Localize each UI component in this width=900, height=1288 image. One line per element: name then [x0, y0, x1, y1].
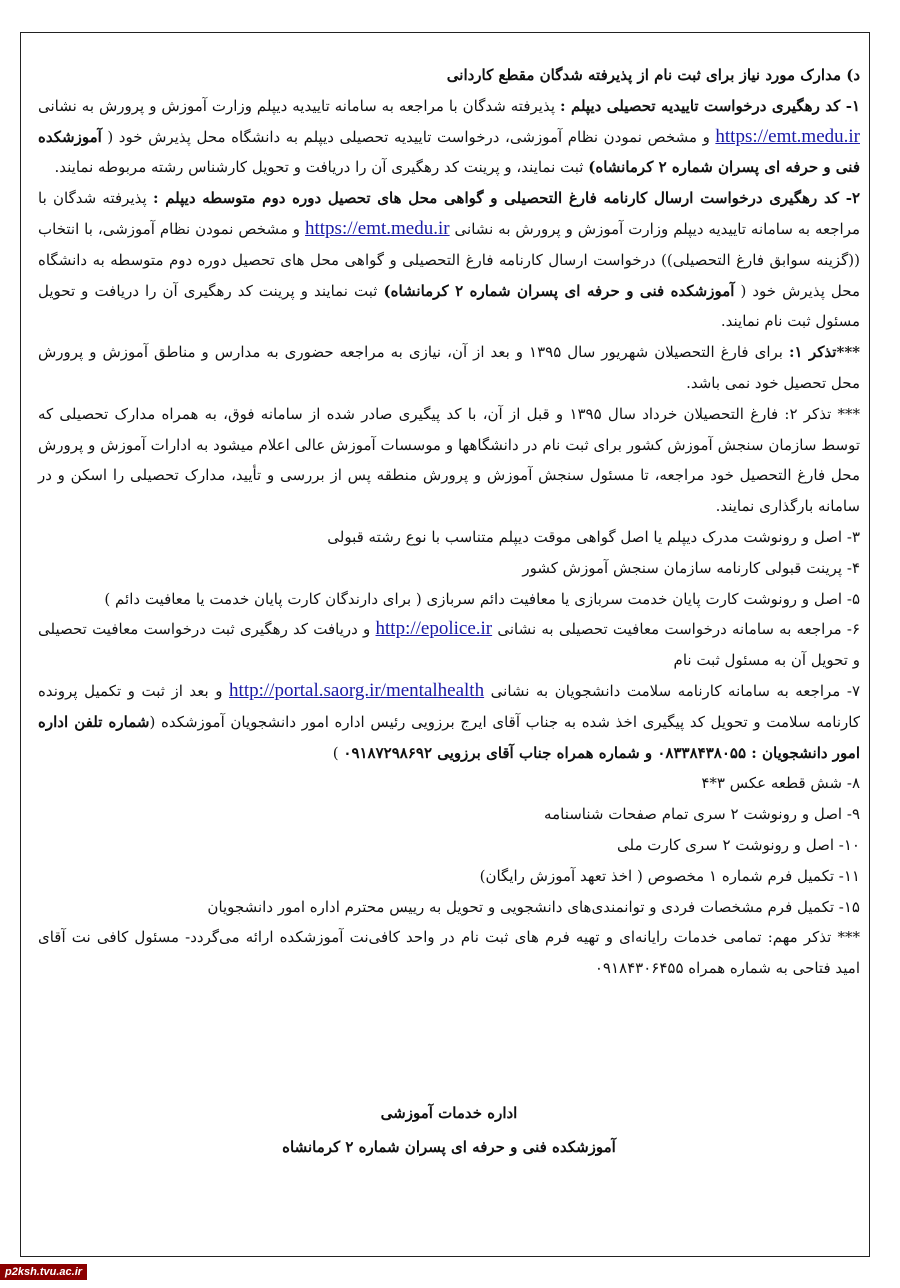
item-2 — [38, 183, 860, 337]
document-body — [38, 60, 860, 984]
site-watermark: p2ksh.tvu.ac.ir — [0, 1264, 87, 1280]
signature-block — [38, 1096, 860, 1164]
note-important: *** تذکر مهم: تمامی خدمات رایانه‌ای و تهیه فرم های ثبت نام در واحد کافی‌نت آموزشکده ارائه می‌گردد- مسئول کافی نت آقای امید فتاحی به شماره همراه ۰۹۱۸۴۳۰۶۴۵۵ — [38, 928, 860, 978]
item-9: ۹- اصل و رونوشت ۲ سری تمام صفحات شناسنامه — [544, 805, 860, 824]
item-4: ۴- پرینت قبولی کارنامه سازمان سنجش آموزش کشور — [522, 558, 860, 577]
item-15: ۱۵- تکمیل فرم مشخصات فردی و توانمندی‌های دانشجویی و تحویل به رییس محترم اداره امور دانشجویان — [207, 897, 860, 916]
emt-medu-link-2[interactable]: https://emt.medu.ir — [305, 217, 450, 239]
item-11: ۱۱- تکمیل فرم شماره ۱ مخصوص ( اخذ تعهد آموزش رایگان) — [479, 866, 860, 885]
item-2-title: ۲- کد رهگیری درخواست ارسال کارنامه فارغ التحصیلی و گواهی محل های تحصیل دوره دوم متوسطه دیپلم : — [152, 189, 860, 208]
item-5: ۵- اصل و رونوشت کارت پایان خدمت سربازی یا معافیت دائم سربازی ( برای دارندگان کارت پایان خدمت یا معافیت دائم ) — [104, 589, 860, 608]
item-1-title: ۱- کد رهگیری درخواست تاییدیه تحصیلی دیپلم : — [560, 96, 860, 115]
item-3: ۳- اصل و رونوشت مدرک دیپلم یا اصل گواهی موقت دیپلم متناسب با نوع رشته قبولی — [327, 527, 860, 546]
item-2-text: پذیرفته شدگان با مراجعه به سامانه تاییدیه دیپلم وزارت آموزش و پرورش به نشانی — [38, 189, 861, 238]
item-6-text: ۶- مراجعه به سامانه درخواست معافیت تحصیلی به نشانی — [492, 620, 861, 639]
item-1 — [38, 91, 860, 183]
mentalhealth-link[interactable]: http://portal.saorg.ir/mentalhealth — [229, 679, 485, 701]
section-heading: د) مدارک مورد نیاز برای ثبت نام از پذیرفته شدگان مقطع کاردانی — [446, 66, 860, 84]
item-6-text-b: و دریافت کد رهگیری ثبت درخواست معافیت تحصیلی و تحویل آن به مسئول ثبت نام — [38, 620, 860, 670]
item-2-text-b: و مشخص نمودن نظام آموزشی، با انتخاب ((گزینه سوابق فارغ التحصیلی)) درخواست ارسال کارنامه فارغ التحصیلی و گواهی محل های تحصیل دوره دوم متوسطه به دانشگاه محل پذیرش خود ( — [38, 219, 860, 300]
item-7-text-c: ) — [332, 743, 344, 762]
note-1 — [38, 337, 860, 399]
college-name: آموزشکده فنی و حرفه ای پسران شماره ۲ کرمانشاه — [282, 1138, 616, 1156]
contact-phones: شماره تلفن اداره امور دانشجویان : ۰۸۳۳۸۴۳۸۰۵۵ و شماره همراه جناب آقای برزویی ۰۹۱۸۷۲۹۸۶۹۲ — [38, 712, 860, 762]
item-1-text-b: و مشخص نمودن نظام آموزشی، درخواست تاییدیه تحصیلی دیپلم به دانشگاه محل پذیرش خود ( — [101, 127, 716, 146]
note-2: *** تذکر ۲: فارغ التحصیلان خرداد سال ۱۳۹۵ و قبل از آن، با کد پیگیری صادر شده از سامانه فوق، به همراه مدارک تحصیلی که توسط سازمان سنجش آموزش کشور برای ثبت نام در دانشگاهها و موسسات آموزش عالی اعلام میشود به ادارات آموزش و پرورش محل فارغ التحصیل خود مراجعه، تا مسئول سنجش آموزش و پرورش منطقه پس از بررسی و تأیید، مدارک تحصیلی را اسکن و در سامانه بارگذاری نمایند. — [38, 404, 860, 516]
office-name: اداره خدمات آموزشی — [380, 1104, 518, 1122]
item-7-text-b: و بعد از ثبت و تکمیل پرونده کارنامه سلامت و تحویل کد پیگیری اخذ شده به جناب آقای ایرج برزویی رئیس اداره امور دانشجویان آموزشکده ( — [38, 681, 861, 731]
item-8: ۸- شش قطعه عکس ۳*۴ — [701, 774, 860, 793]
item-1-text-c: ثبت نمایند، و پرینت کد رهگیری آن را دریافت و تحویل کارشناس رشته مربوطه نمایند. — [54, 158, 589, 177]
note-1-label: ***تذکر ۱: — [788, 343, 861, 362]
item-2-text-c: ثبت نمایند و پرینت کد رهگیری آن را دریافت و تحویل مسئول ثبت نام نمایند. — [38, 281, 860, 331]
item-1-text: پذیرفته شدگان با مراجعه به سامانه تاییدیه دیپلم وزارت آموزش و پرورش به نشانی — [38, 96, 560, 115]
item-6 — [38, 614, 860, 676]
item-7 — [38, 676, 860, 768]
item-1-college-name: آموزشکده فنی و حرفه ای پسران شماره ۲ کرمانشاه) — [38, 127, 860, 177]
item-10: ۱۰- اصل و رونوشت ۲ سری کارت ملی — [616, 835, 860, 854]
emt-medu-link-1[interactable]: https://emt.medu.ir — [715, 125, 860, 147]
item-2-college-name: آموزشکده فنی و حرفه ای پسران شماره ۲ کرمانشاه) — [383, 281, 735, 300]
note-1-text: برای فارغ التحصیلان شهریور سال ۱۳۹۵ و بعد از آن، نیازی به مراجعه حضوری به مدارس و مناطق آموزش و پرورش محل تحصیل خود نمی باشد. — [38, 343, 860, 392]
epolice-link[interactable]: http://epolice.ir — [375, 618, 493, 640]
item-7-text: ۷- مراجعه به سامانه کارنامه سلامت دانشجویان به نشانی — [484, 681, 860, 700]
